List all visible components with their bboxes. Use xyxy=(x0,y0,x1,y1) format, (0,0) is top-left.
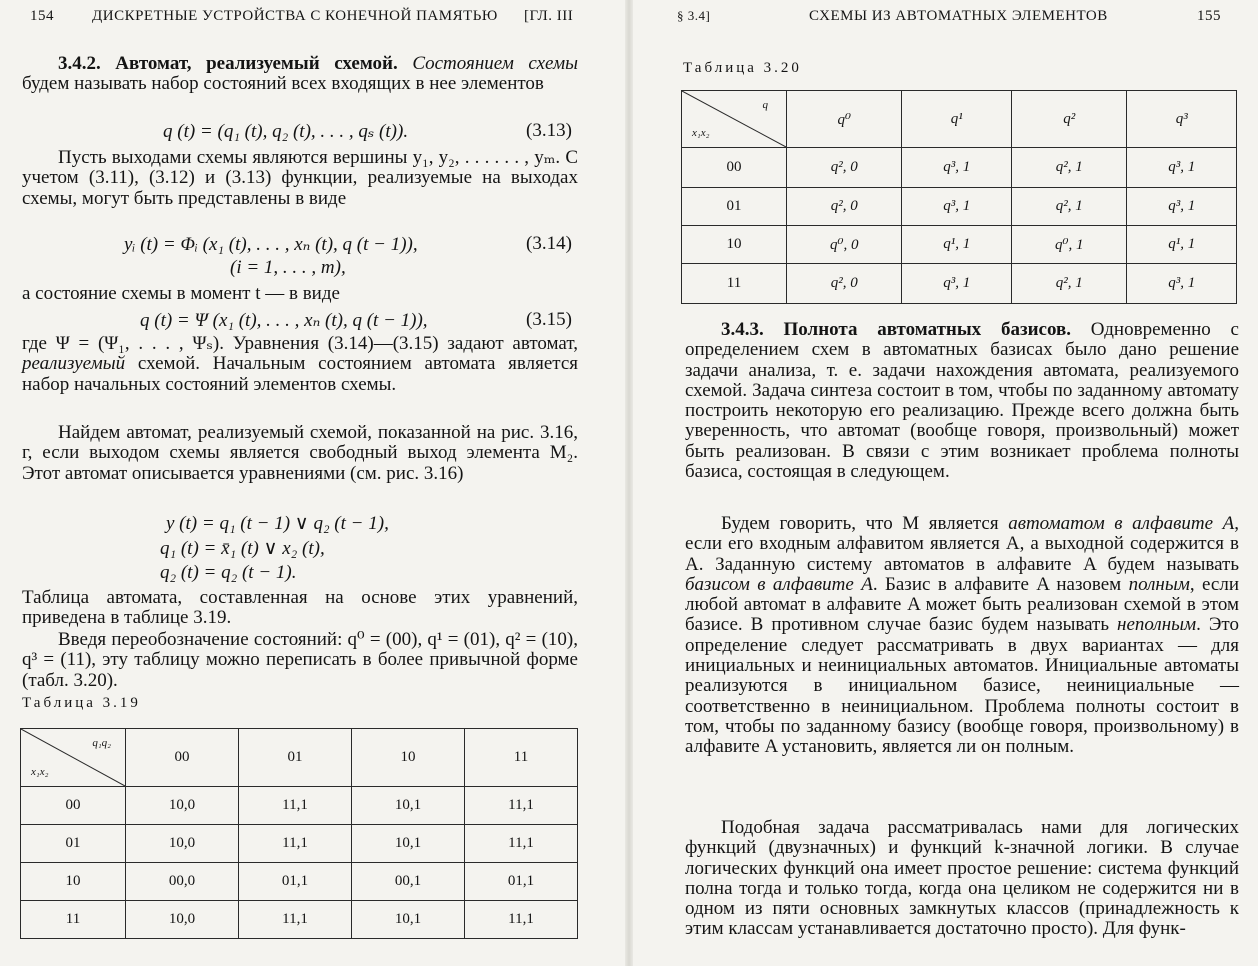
equation-number-3-14: (3.14) xyxy=(526,233,572,254)
left-running-title: ДИСКРЕТНЫЕ УСТРОЙСТВА С КОНЕЧНОЙ ПАМЯТЬЮ xyxy=(92,8,498,24)
section-heading-343: 3.4.3. Полнота автоматных базисов. xyxy=(721,319,1072,340)
table-319 xyxy=(20,728,578,939)
right-running-title: СХЕМЫ ИЗ АВТОМАТНЫХ ЭЛЕМЕНТОВ xyxy=(809,8,1108,24)
table-319-col-header: 00 xyxy=(126,729,239,787)
term-state-of-circuit: Состоянием схемы xyxy=(412,53,578,74)
table-320-col-header: q³ xyxy=(1127,91,1237,148)
table-320-col-header: q² xyxy=(1011,91,1126,148)
equation-3-14: yᵢ (t) = Φᵢ (x₁ (t), . . . , xₙ (t), q (t − 1)), xyxy=(124,234,418,255)
table-320-col-header: q¹ xyxy=(902,91,1012,148)
left-chapter-ref: [ГЛ. III xyxy=(524,8,574,24)
paragraph-automaton-definition: где Ψ = (Ψ₁, . . . , Ψₛ). Уравнения (3.14)—(3.15) задают автомат, реализуемый схемой. Начальным состоянием автомата является набор начальных состояний элементов схемы. xyxy=(22,333,578,395)
table-row: 01 10,0 11,1 10,1 11,1 xyxy=(21,825,578,863)
table-319-col-header: 01 xyxy=(239,729,352,787)
paragraph-outputs: Пусть выходами схемы являются вершины y₁, y₂, . . . . . . , yₘ. С учетом (3.11), (3.12) и (3.13) функции, реализуемые на выходах схемы, могут быть представлены в виде xyxy=(22,147,578,209)
table-row: 00 q², 0 q³, 1 q², 1 q³, 1 xyxy=(682,148,1237,188)
equation-3-14-range: (i = 1, . . . , m), xyxy=(230,257,346,278)
paragraph-basis-completeness: 3.4.3. Полнота автоматных базисов. Одновременно с определением схем в автоматных базисах было дано решение задачи анализа, т. е. задачи нахождения автомата, реализуемого схемой. Задача синтеза состоит в том, чтобы по заданному автомату построить некоторую его реализацию. Прежде всего должна быть уверенность, что автомат (вообще говоря, произвольный) может быть реализован. В связи с этим возникает проблема полноты базиса, состоящая в следующем. xyxy=(685,319,1239,483)
paragraph-example: Найдем автомат, реализуемый схемой, показанной на рис. 3.16, г, если выходом схемы является свободный выход элемента M₂. Этот автомат описывается уравнениями (см. рис. 3.16) xyxy=(22,422,578,484)
left-page-number: 154 xyxy=(30,8,54,24)
equation-number-3-13: (3.13) xyxy=(526,120,572,141)
section-heading-342: 3.4.2. Автомат, реализуемый схемой. xyxy=(58,53,398,74)
equation-q2: q₂ (t) = q₂ (t − 1). xyxy=(160,562,297,583)
table-319-col-header: 11 xyxy=(465,729,578,787)
table-319-col-header: 10 xyxy=(352,729,465,787)
equation-y: y (t) = q₁ (t − 1) ∨ q₂ (t − 1), xyxy=(166,513,389,534)
table-319-corner: q₁q₂ x₁x₂ xyxy=(21,729,126,787)
table-row: 00 10,0 11,1 10,1 11,1 xyxy=(21,787,578,825)
table-row: 11 q², 0 q³, 1 q², 1 q³, 1 xyxy=(682,264,1237,304)
table-row: 11 10,0 11,1 10,1 11,1 xyxy=(21,901,578,939)
table-320-title: Таблица 3.20 xyxy=(683,60,802,76)
table-row: 10 00,0 01,1 00,1 01,1 xyxy=(21,863,578,901)
table-320-col-header: q⁰ xyxy=(787,91,902,148)
paragraph-alphabet-definition: Будем говорить, что M является автоматом в алфавите A, если его входным алфавитом является A, а выходной содержится в A. Заданную систему автоматов в алфавите A будем называть базисом в алфавите A. Базис в алфавите A назовем полным, если любой автомат в алфавите A может быть реализован схемой в этом базисе. В противном случае базис будем называть неполным. Это определение следует рассматривать в двух вариантах — для инициальных и неинициальных автоматов. Инициальные автоматы реализуются в инициальном базисе, неинициальные — соответственно в неинициальном. Проблема полноты состоит в том, чтобы по заданному базису (вообще говоря, произвольному) в алфавите A установить, является ли он полным. xyxy=(685,513,1239,758)
paragraph-state-at-t: а состояние схемы в момент t — в виде xyxy=(22,283,340,304)
table-row: 01 q², 0 q³, 1 q², 1 q³, 1 xyxy=(682,188,1237,226)
equation-q1: q₁ (t) = x̄₁ (t) ∨ x₂ (t), xyxy=(160,538,325,559)
paragraph-table-ref: Таблица автомата, составленная на основе этих уравнений, приведена в таблице 3.19. xyxy=(22,587,578,629)
table-319-title: Таблица 3.19 xyxy=(22,695,141,711)
paragraph-state-definition: 3.4.2. Автомат, реализуемый схемой. Состоянием схемы будем называть набор состояний всех входящих в нее элементов xyxy=(22,53,578,95)
equation-3-13: q (t) = (q₁ (t), q₂ (t), . . . , qₛ (t)). xyxy=(163,121,409,142)
equation-number-3-15: (3.15) xyxy=(526,309,572,330)
paragraph-logical-functions: Подобная задача рассматривалась нами для логических функций (двузначных) и функций k-значной логики. В случае логических функций она имеет простое решение: система функций полна тогда и только тогда, когда она целиком не содержится ни в одном из пяти основных замкнутых классов (принадлежность к этим классам устанавливается достаточно просто). Для функ- xyxy=(685,817,1239,940)
right-section-ref: § 3.4] xyxy=(677,8,711,23)
table-row: 10 q⁰, 0 q¹, 1 q⁰, 1 q¹, 1 xyxy=(682,226,1237,264)
table-320-corner: q x₁x₂ xyxy=(682,91,787,148)
right-page-number: 155 xyxy=(1197,8,1221,24)
right-page xyxy=(629,0,1258,966)
equation-3-15: q (t) = Ψ (x₁ (t), . . . , xₙ (t), q (t − 1)), xyxy=(140,310,428,331)
table-320 xyxy=(681,90,1237,304)
paragraph-renaming: Введя переобозначение состояний: q⁰ = (00), q¹ = (01), q² = (10), q³ = (11), эту таблицу можно переписать в более привычной форме (табл. 3.20). xyxy=(22,629,578,691)
